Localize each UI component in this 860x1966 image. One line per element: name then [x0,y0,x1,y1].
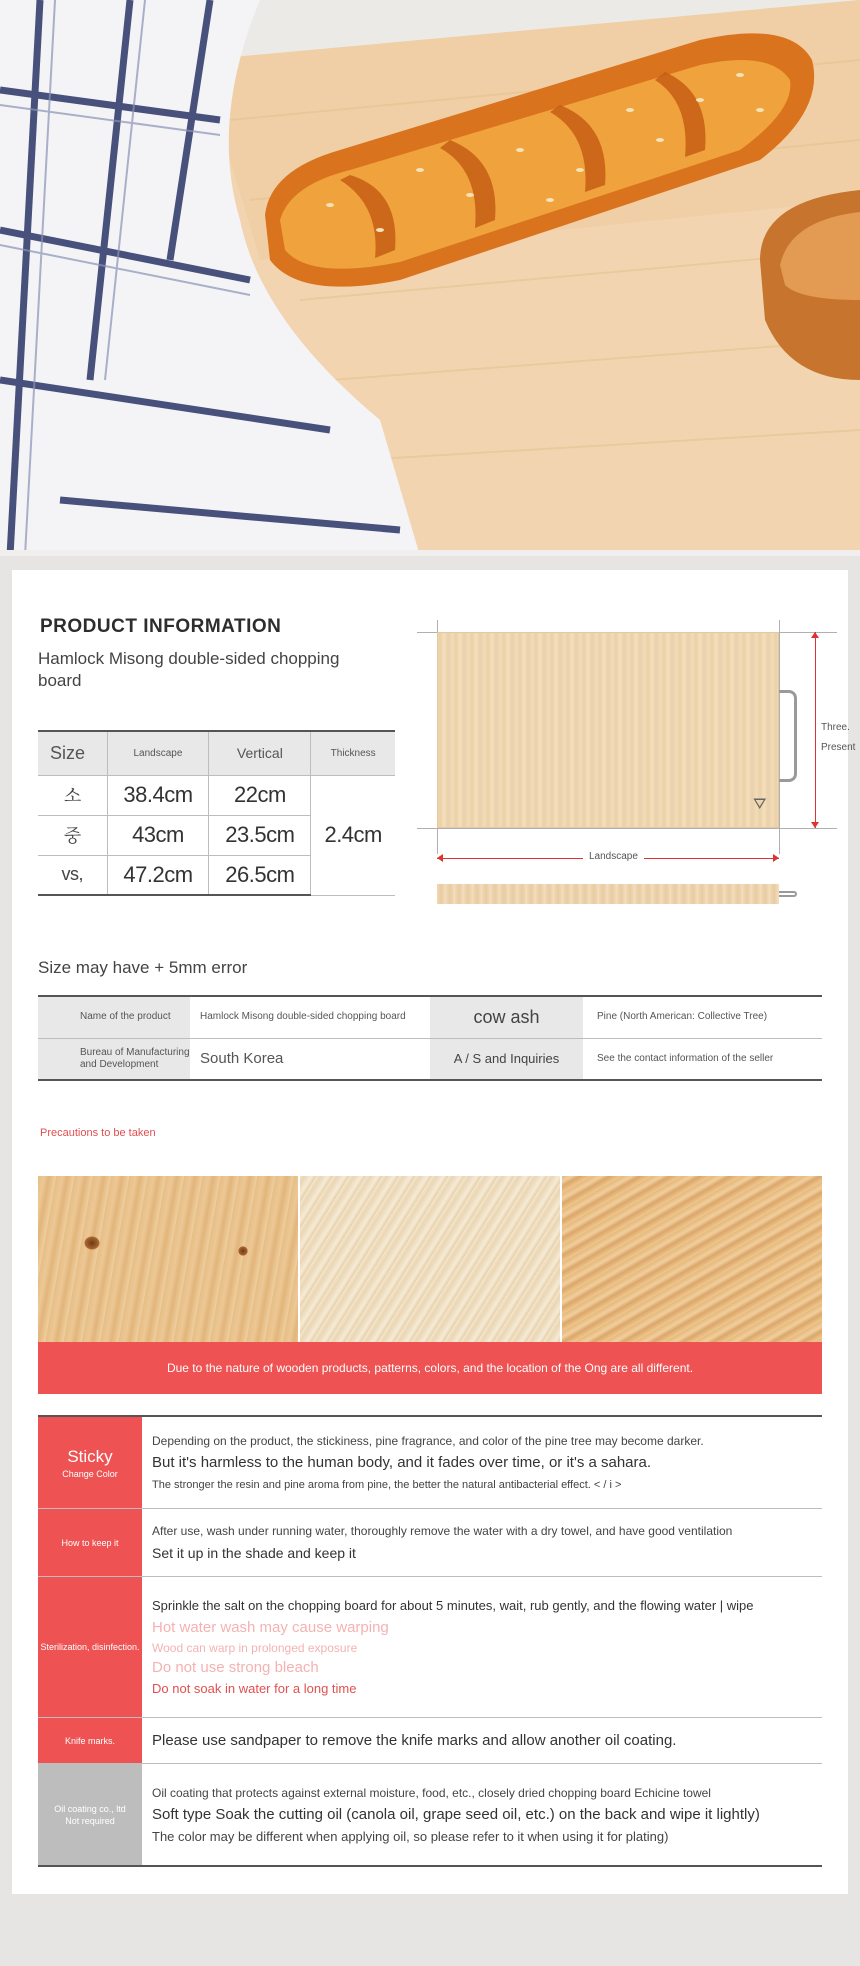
wood-grain-photo [300,1176,560,1342]
wood-grain-photo [38,1176,298,1342]
precaution-title: Precautions to be taken [40,1127,156,1139]
care-value [142,1718,822,1763]
care-line: Wood can warp in prolonged exposure [152,1641,358,1655]
care-value [142,1764,822,1865]
info-key: cow ash [430,996,583,1038]
info-value: Pine (North American: Collective Tree) [583,996,822,1038]
wood-nature-banner: Due to the nature of wooden products, patterns, colors, and the location of the Ong are all different. [38,1342,822,1394]
info-key: Name of the product [38,996,190,1038]
wood-grain-photo [562,1176,822,1342]
brand-logo-icon: ⛛ [753,796,767,813]
care-line: Oil coating that protects against external moisture, food, etc., closely dried chopping board Echicine towel [152,1785,711,1800]
wood-grain-photos [38,1176,822,1342]
care-line: The stronger the resin and pine aroma from pine, the better the natural antibacterial effect. < / i > [152,1478,622,1491]
size-label-large: vs, [38,855,107,895]
size-header: Size [38,731,107,775]
landscape-header: Landscape [107,731,209,775]
info-value: South Korea [190,1038,430,1080]
landscape-small: 38.4cm [107,775,209,815]
care-key [38,1417,142,1508]
care-line: But it's harmless to the human body, and it fades over time, or it's a sahara. [152,1453,652,1471]
care-row [38,1718,822,1764]
hero-photo [0,0,860,556]
product-name: Hamlock Misong double-sided chopping board [38,649,340,690]
info-key: A / S and Inquiries [430,1038,583,1080]
width-dimension-label: Landscape [583,851,644,862]
guide-line [417,828,837,829]
size-table [38,730,395,896]
vertical-large: 26.5cm [209,855,311,895]
product-info-card [12,570,856,1894]
care-line: Do not soak in water for a long time [152,1681,357,1696]
info-value: Hamlock Misong double-sided chopping board [190,996,430,1038]
landscape-medium: 43cm [107,815,209,855]
care-key [38,1764,142,1865]
height-dimension-label [821,718,855,758]
care-key-big: Sticky [67,1446,113,1466]
care-value [142,1509,822,1576]
thickness-header: Thickness [311,731,395,775]
vertical-medium: 23.5cm [209,815,311,855]
info-value: See the contact information of the seller [583,1038,822,1080]
care-line: Depending on the product, the stickiness, pine fragrance, and color of the pine tree may become darker. [152,1433,704,1448]
section-title: PRODUCT INFORMATION [40,616,282,637]
care-key-small: How to keep it [61,1537,119,1548]
vertical-header: Vertical [209,731,311,775]
care-key-small: Knife marks. [64,1735,115,1746]
care-key [38,1509,142,1576]
handle-icon [779,690,797,782]
size-label-small: 소 [38,775,107,815]
care-line: Please use sandpaper to remove the knife marks and allow another oil coating. [152,1731,677,1749]
care-key [38,1718,142,1763]
care-line: Soft type Soak the cutting oil (canola oil, grape seed oil, etc.) on the back and wipe it lightly) [152,1805,760,1823]
table-row [38,996,822,1038]
height-dimension-arrow [815,632,816,828]
knot-mark [84,1236,100,1250]
care-key-small: Sterilization, disinfection. [40,1642,140,1652]
care-value [142,1417,822,1508]
height-label-line2: Present [821,742,856,753]
bread-on-board-photo [0,0,860,556]
care-line: Set it up in the shade and keep it [152,1544,356,1561]
care-line: After use, wash under running water, thoroughly remove the water with a dry towel, and have good ventilation [152,1523,733,1538]
info-key: Bureau of Manufacturing and Development [38,1038,190,1080]
care-row [38,1509,822,1577]
side-handle-icon [779,891,797,897]
care-line: Hot water wash may cause warping [152,1619,389,1636]
height-label-line1: Three. [821,722,850,733]
vertical-small: 22cm [209,775,311,815]
care-row [38,1764,822,1867]
care-row [38,1417,822,1509]
thickness-value: 2.4cm [311,775,395,895]
size-error-note: Size may have + 5mm error [38,958,248,977]
care-key-small: Oil coating co., ltd Not required [54,1803,126,1826]
landscape-large: 47.2cm [107,855,209,895]
care-line: Do not use strong bleach [152,1659,319,1676]
board-diagram [417,620,856,930]
care-key-small: Change Color [62,1468,118,1479]
board-top-view [437,632,779,828]
care-line: Sprinkle the salt on the chopping board for about 5 minutes, wait, rub gently, and the flowing water | wipe [152,1598,754,1613]
size-label-medium: 중 [38,815,107,855]
care-table [38,1415,822,1867]
info-table [38,995,822,1081]
care-value [142,1577,822,1717]
care-row [38,1577,822,1718]
care-key [38,1577,142,1717]
care-line: The color may be different when applying oil, so please refer to it when using it for plating) [152,1828,669,1844]
knot-mark [238,1246,248,1256]
table-row [38,1038,822,1080]
board-side-view [437,884,779,904]
